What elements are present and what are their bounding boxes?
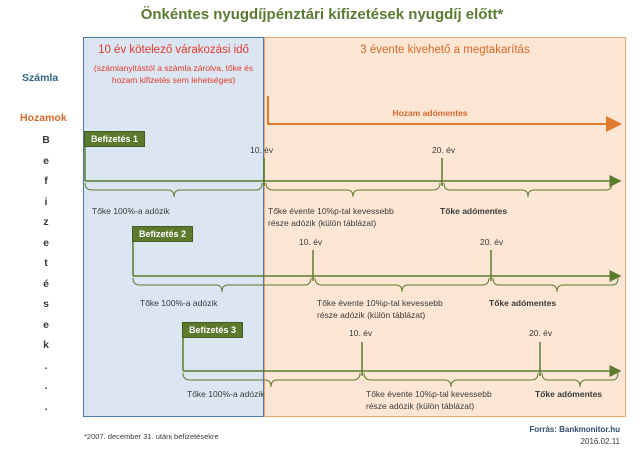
letter: . xyxy=(44,359,48,372)
letter: s xyxy=(43,298,49,310)
source-label: Forrás: Bankmonitor.hu xyxy=(529,425,620,434)
letter: k xyxy=(43,339,49,351)
letter: e xyxy=(43,154,49,167)
timeline-row-1 xyxy=(85,144,620,197)
brace-taxpartial-2 xyxy=(315,278,489,292)
brace-free-3 xyxy=(542,373,618,387)
source-date: 2016.02.11 xyxy=(580,437,620,446)
tax-partial-line1: Tőke évente 10%p-tal kevessebb xyxy=(317,298,443,308)
footnote: *2007. december 31. utáni befizetésekre xyxy=(84,432,219,441)
letter: . xyxy=(44,380,48,392)
szamla-label: Számla xyxy=(22,72,59,84)
letter: . xyxy=(44,400,48,413)
payment-2-badge: Befizetés 2 xyxy=(132,226,193,242)
letter: é xyxy=(43,277,49,290)
letter: t xyxy=(44,257,48,269)
brace-taxpartial-3 xyxy=(364,373,538,387)
year-20-label: 20. év xyxy=(529,328,553,338)
tax-free-text: Tőke adómentes xyxy=(440,206,508,216)
year-10-label: 10. év xyxy=(349,328,373,338)
letter: e xyxy=(43,318,49,331)
payment-1-badge: Befizetés 1 xyxy=(84,131,145,147)
withdrawal-title: 3 évente kivehető a megtakarítás xyxy=(360,44,530,56)
year-20-label: 20. év xyxy=(432,145,456,155)
letter: f xyxy=(44,175,48,187)
tax-partial-line2: része adózik (külön táblázat) xyxy=(268,217,377,228)
tax-partial-line1: Tőke évente 10%p-tal kevessebb xyxy=(268,206,394,216)
waiting-period-note: (számlanyitástól a számla zárolva, tőke és hozam kifizetés sem lehetséges) xyxy=(93,63,254,85)
tax-partial-line2: része adózik (külön táblázat) xyxy=(366,400,475,411)
tax-100-text: Tőke 100%-a adózik xyxy=(187,389,265,399)
brace-taxpartial-1 xyxy=(266,183,440,197)
letter: z xyxy=(43,216,49,228)
tax-partial-line1: Tőke évente 10%p-tal kevessebb xyxy=(366,389,492,399)
source-text xyxy=(480,424,620,436)
payment-3-badge: Befizetés 3 xyxy=(182,322,243,338)
letter: i xyxy=(44,195,48,208)
brace-free-2 xyxy=(493,278,618,292)
brace-tax100-3 xyxy=(183,373,360,387)
diagram-title: Önkéntes nyugdíjpénztári kifizetések nyugdíj előtt* xyxy=(140,6,504,23)
tax-100-text: Tőke 100%-a adózik xyxy=(92,206,170,216)
brace-free-1 xyxy=(444,183,612,197)
tax-partial-text xyxy=(366,389,492,412)
brace-tax100-2 xyxy=(133,278,311,292)
waiting-period-title: 10 év kötelező várakozási idő xyxy=(98,44,249,56)
tax-partial-line2: része adózik (külön táblázat) xyxy=(317,309,426,320)
timeline-row-3 xyxy=(183,334,620,387)
letter: B xyxy=(42,134,50,146)
tax-100-text: Tőke 100%-a adózik xyxy=(140,298,218,308)
year-10-label: 10. év xyxy=(250,145,274,155)
tax-free-text: Tőke adómentes xyxy=(489,298,557,308)
year-10-label: 10. év xyxy=(299,237,323,247)
tax-partial-text xyxy=(317,298,443,321)
brace-tax100-1 xyxy=(85,183,262,197)
tax-free-text: Tőke adómentes xyxy=(535,389,603,399)
year-20-label: 20. év xyxy=(480,237,504,247)
letter: e xyxy=(43,236,49,249)
hozam-adomentes-label: Hozam adómentes xyxy=(392,108,468,118)
hozamok-label: Hozamok xyxy=(20,112,67,124)
source-block xyxy=(480,424,620,448)
tax-partial-text xyxy=(268,206,394,229)
timeline-row-2 xyxy=(133,240,620,292)
